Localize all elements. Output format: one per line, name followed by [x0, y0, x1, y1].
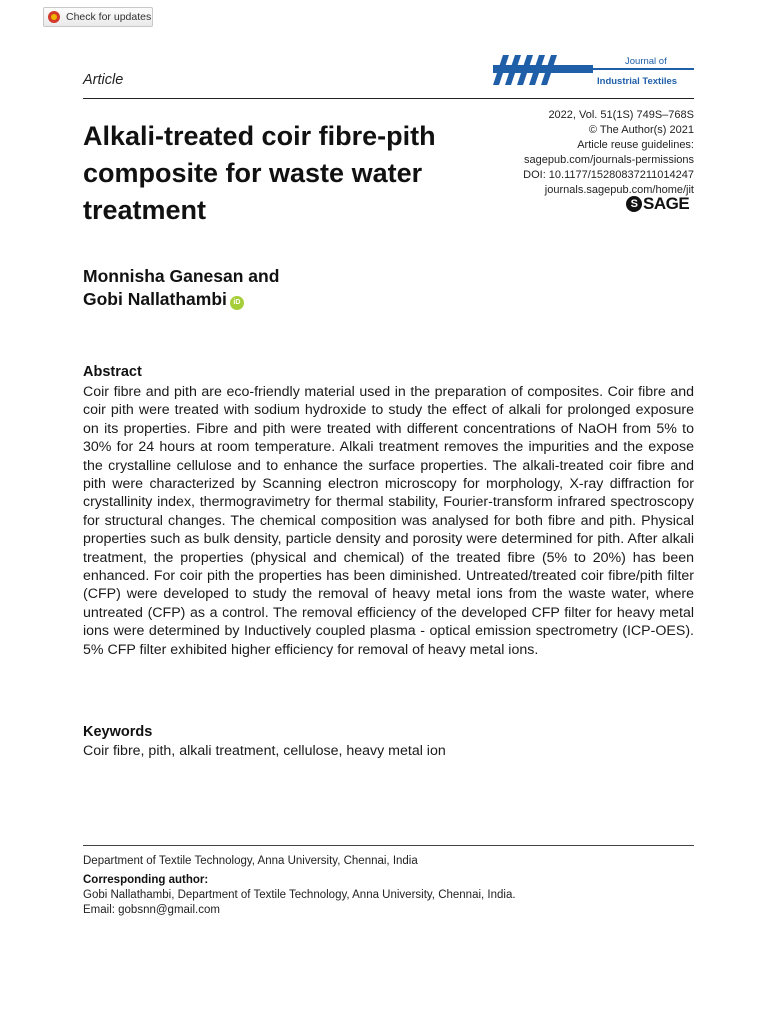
author-line-1: Monnisha Ganesan and [83, 266, 280, 286]
meta-volume: 2022, Vol. 51(1S) 749S–768S [548, 109, 694, 121]
meta-doi-link[interactable]: DOI: 10.1177/15280837211014247 [523, 169, 694, 181]
keywords-heading: Keywords [83, 724, 153, 740]
keywords-text: Coir fibre, pith, alkali treatment, cellulose, heavy metal ion [83, 743, 446, 759]
journal-logo-line2: Industrial Textiles [597, 76, 678, 87]
corresponding-author-heading: Corresponding author: [83, 874, 209, 886]
meta-journal-link[interactable]: journals.sagepub.com/home/jit [544, 184, 694, 196]
paper-title: Alkali-treated coir fibre-pith composite for waste water treatment [83, 121, 436, 225]
author-name-2: Gobi Nallathambi [83, 289, 227, 309]
sage-mark-icon: S [626, 196, 642, 212]
check-for-updates-button[interactable] [43, 7, 153, 27]
meta-copyright: © The Author(s) 2021 [588, 124, 694, 136]
author-line-2 [83, 288, 279, 311]
check-for-updates-label: Check for updates [66, 11, 152, 23]
orcid-icon[interactable]: iD [230, 296, 244, 310]
abstract-text: Coir fibre and pith are eco-friendly material used in the preparation of composites. Coir fibre and coir pith were treated with sodium hydroxide to study the effect of alkali for prolonged exposure on its properties. Fibre and pith were treated with different concentrations of NaOH from 5% to 30% for 24 hours at room temperature. Alkali treatment removes the impurities and the expose the crystalline cellulose and to enhance the surface properties. The alkali-treated coir fibre and pith were characterized by Scanning electron microscopy for morphology, X-ray diffraction for crystallinity index, thermogravimetry for thermal stability, Fourier-transform infrared spectroscopy for structural changes. The chemical composition was analysed for both fibre and pith. Physical properties such as bulk density, particle density and porosity were determined for pith. After alkali treatment, the properties (physical and chemical) of the treated fibre (5% to 20%) has been enhanced. For coir pith the properties has been diminished. Untreated/treated coir fibre/pith filter (CFP) were developed to study the removal of heavy metal ions from the waste water, where untreated (CFP) as a control. The removal efficiency of the developed CFP filter for heavy metal ions were determined by Inductively coupled plasma - optical emission spectrometry (ICP-OES). 5% CFP filter exhibited higher efficiency for removal of heavy metal ions. [83, 384, 694, 658]
publisher-name: SAGE [643, 194, 690, 213]
header-divider [83, 98, 694, 99]
article-type-label: Article [83, 72, 124, 88]
meta-permissions-link[interactable]: sagepub.com/journals-permissions [524, 154, 694, 166]
meta-reuse-label: Article reuse guidelines: [577, 139, 694, 151]
abstract-heading: Abstract [83, 364, 142, 380]
author-list [83, 265, 279, 311]
corresponding-author-email[interactable]: Email: gobsnn@gmail.com [83, 904, 220, 916]
journal-logo-line1: Journal of [625, 56, 667, 67]
publisher-logo [626, 194, 689, 214]
publication-metadata [480, 108, 694, 198]
crossmark-icon [48, 11, 60, 23]
affiliation-text: Department of Textile Technology, Anna University, Chennai, India [83, 855, 418, 867]
footnote-divider [83, 845, 694, 846]
corresponding-author-text: Gobi Nallathambi, Department of Textile Technology, Anna University, Chennai, India. [83, 889, 516, 901]
